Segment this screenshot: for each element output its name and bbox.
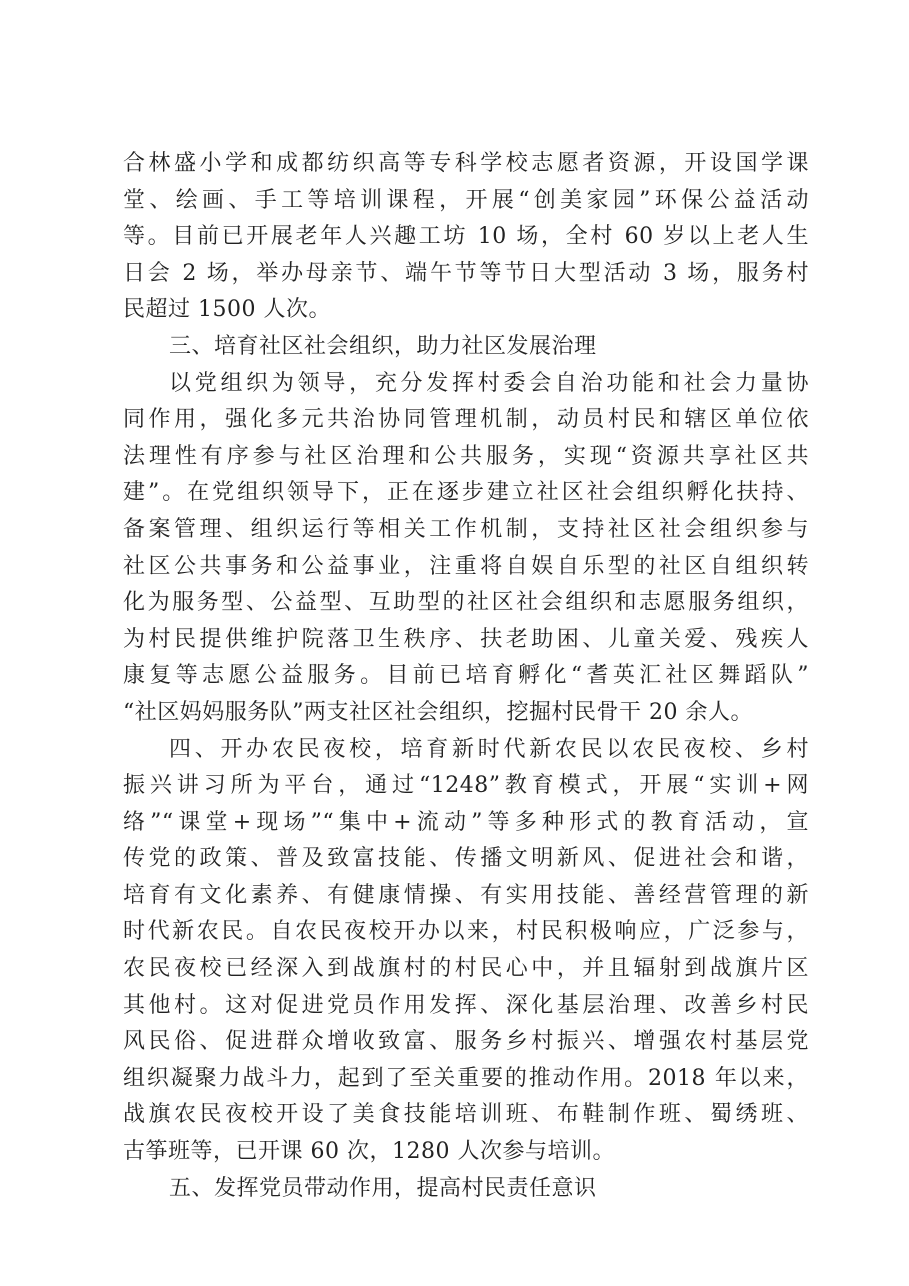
paragraph: [123, 146, 809, 329]
heading-text: 三、培育社区社会组织，助力社区发展治理: [169, 333, 597, 359]
text-line: 合林盛小学和成都纺织高等专科学校志愿者资源，开设国学课: [123, 151, 809, 176]
text-line: 社区公共事务和公益事业，注重将自娱自乐型的社区自组织转: [123, 553, 809, 579]
text-line: 风民俗、促进群众增收致富、服务乡村振兴、增强农村基层党: [123, 1029, 809, 1055]
paragraph: [123, 366, 809, 732]
text-line: 培育有文化素养、有健康情操、有实用技能、善经营管理的新: [123, 882, 809, 908]
text-line: 其他村。这对促进党员作用发挥、深化基层治理、改善乡村民: [123, 992, 809, 1018]
text-line: 备案管理、组织运行等相关工作机制，支持社区社会组织参与: [123, 516, 809, 542]
text-line: 同作用，强化多元共治协同管理机制，动员村民和辖区单位依: [123, 407, 809, 433]
document-body: [123, 146, 809, 1207]
heading-text: 五、发挥党员带动作用，提高村民责任意识: [169, 1175, 597, 1201]
text-line: 法理性有序参与社区治理和公共服务，实现“资源共享社区共: [123, 443, 809, 469]
text-line: 康复等志愿公益服务。目前已培育孵化“耆英汇社区舞蹈队”: [123, 663, 809, 689]
text-line: 时代新农民。自农民夜校开办以来，村民积极响应，广泛参与，: [123, 919, 809, 945]
text-line: 组织凝聚力战斗力，起到了至关重要的推动作用。2018 年以来，: [123, 1065, 809, 1091]
paragraph: [123, 732, 809, 1171]
text-line: 等。目前已开展老年人兴趣工坊 10 场，全村 60 岁以上老人生: [123, 224, 809, 250]
text-line: 民超过 1500 人次。: [123, 297, 331, 323]
text-line: 堂、绘画、手工等培训课程，开展“创美家园”环保公益活动: [123, 187, 809, 213]
text-line: 农民夜校已经深入到战旗村的村民心中，并且辐射到战旗片区: [123, 956, 809, 982]
text-line: 建”。在党组织领导下，正在逐步建立社区社会组织孵化扶持、: [123, 480, 809, 506]
text-line: 日会 2 场，举办母亲节、端午节等节日大型活动 3 场，服务村: [123, 260, 809, 286]
text-line: 络”“课堂+现场”“集中+流动”等多种形式的教育活动，宣: [123, 809, 809, 835]
text-line: 四、开办农民夜校，培育新时代新农民以农民夜校、乡村: [169, 736, 809, 762]
text-line: 传党的政策、普及致富技能、传播文明新风、促进社会和谐，: [123, 846, 809, 872]
text-line: 古筝班等，已开课 60 次，1280 人次参与培训。: [123, 1139, 615, 1165]
text-line: 战旗农民夜校开设了美食技能培训班、布鞋制作班、蜀绣班、: [123, 1102, 809, 1128]
text-line: 化为服务型、公益型、互助型的社区社会组织和志愿服务组织，: [123, 590, 809, 616]
section-heading: [123, 329, 809, 366]
section-heading: [123, 1171, 809, 1208]
text-line: 振兴讲习所为平台，通过“1248”教育模式，开展“实训+网: [123, 773, 809, 799]
text-line: “社区妈妈服务队”两支社区社会组织，挖掘村民骨干 20 余人。: [123, 699, 753, 725]
text-line: 以党组织为领导，充分发挥村委会自治功能和社会力量协: [169, 370, 809, 396]
text-line: 为村民提供维护院落卫生秩序、扶老助困、儿童关爱、残疾人: [123, 626, 809, 652]
